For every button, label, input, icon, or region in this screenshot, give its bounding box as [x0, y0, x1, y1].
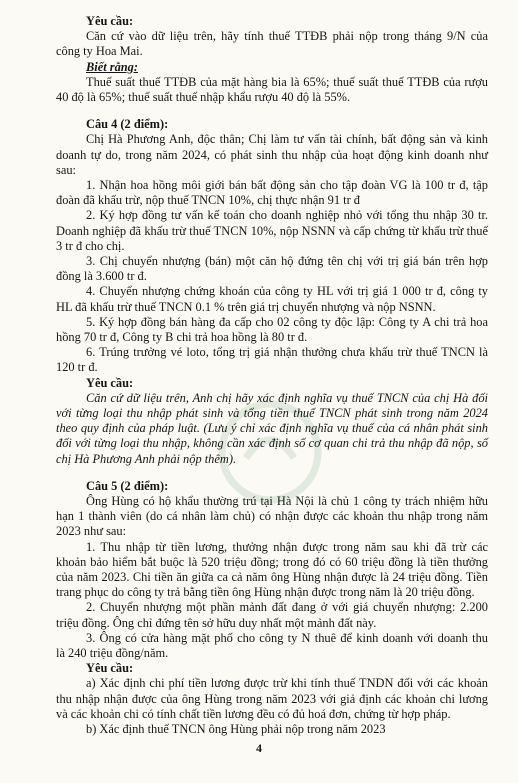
- text-line: là 240 triệu đồng/năm.: [56, 646, 169, 660]
- text-line: và các khoản chi có tính chất tiền lương đều có đủ hoá đơn, chứng từ hợp pháp.: [56, 706, 451, 721]
- heading-yeu-cau-3: Yêu cầu:: [86, 661, 134, 676]
- text-line: theo quy định của pháp luật. (Lưu ý chỉ xác định nghĩa vụ thuế của cá nhân phát sinh: [56, 421, 488, 436]
- text-line: HL đã khấu trừ thuế TNCN 0.1 % trên giá trị chuyển nhượng và nộp NSNN.: [56, 299, 436, 314]
- text-line: 2023 như sau:: [56, 524, 127, 539]
- text-line: Căn cứ vào dữ liệu trên, hãy tính thuế TTĐB phải nộp trong tháng 9/N của: [86, 29, 488, 44]
- text-line: hồng 70 tr đ, Công ty B chi trả hoa hồng là 80 tr đ.: [56, 330, 308, 344]
- text-line: sau:: [56, 162, 76, 177]
- heading-yeu-cau-1: Yêu cầu:: [86, 14, 134, 28]
- heading-cau-5: Câu 5 (2 điểm):: [86, 478, 169, 493]
- text-line: thu nhập nhận được của ông Hùng trong năm 2023 với giả định các khoản chi lương: [56, 691, 488, 706]
- text-line: doanh tự do, trong năm 2024, có phát sinh thu nhập của hoạt động kinh doanh như: [56, 147, 488, 162]
- text-line: trang phục do công ty trả bằng tiền ông Hùng nhận được trong năm là 20 triệu đồng.: [56, 585, 475, 600]
- text-line: Thuế suất thuế TTĐB của mặt hàng bia là 65%; thuế suất thuế TTĐB của rượu: [86, 74, 488, 89]
- text-line: 3. Ông có cửa hàng mặt phố cho công ty N thuê để kinh doanh với doanh thu: [86, 630, 488, 645]
- text-line: 6. Trúng trưởng vé loto, tổng trị giá nhận thưởng chưa khấu trừ thuế TNCN là: [86, 345, 488, 360]
- text-line: 2. Ký hợp đồng tư vấn kế toán cho doanh nghiệp nhỏ với tổng thu nhập 30 tr.: [86, 208, 488, 223]
- text-line: chị Hà Phương Anh phải nộp thêm).: [56, 451, 237, 466]
- text-line: 5. Ký hợp đồng bán hàng đa cấp cho 02 công ty độc lập: Công ty A chi trả hoa: [86, 314, 488, 329]
- text-line: 120 tr đ.: [56, 360, 98, 375]
- text-line: đoàn đã khấu trừ, nộp thuế TNCN 10%, chị thực nhận 91 tr đ: [56, 193, 360, 208]
- text-line: 3 tr đ cho chị.: [56, 238, 125, 253]
- heading-cau-4: Câu 4 (2 điểm):: [86, 117, 169, 132]
- text-line: đồng là 3.600 tr đ.: [56, 269, 147, 284]
- text-line: b) Xác định thuế TNCN ông Hùng phải nộp trong năm 2023: [86, 722, 386, 736]
- text-line: 1. Thu nhập từ tiền lương, thưởng nhận được trong năm sau khi đã trừ các: [86, 539, 488, 554]
- text-line: công ty Hoa Mai.: [56, 44, 143, 59]
- text-line: 4. Chuyển nhượng chứng khoán của công ty HL với trị giá 1 000 tr đ, công ty: [86, 284, 488, 299]
- heading-yeu-cau-2: Yêu cầu:: [86, 375, 134, 390]
- text-line: hạn 1 thành viên (do cá nhân làm chủ) có nhận được các khoản thu nhập trong năm: [56, 509, 488, 524]
- text-line: Chị Hà Phương Anh, độc thân; Chị làm tư vấn tài chính, bất động sản và kinh: [86, 132, 488, 147]
- page-number: 4: [256, 741, 262, 756]
- text-line: Căn cứ dữ liệu trên, Anh chị hãy xác định nghĩa vụ thuế TNCN của chị Hà đối: [86, 390, 488, 405]
- text-line: Ông Hùng có hộ khẩu thường trú tại Hà Nội là chủ 1 công ty trách nhiệm hữu: [86, 494, 488, 508]
- text-line: Doanh nghiệp đã khấu trừ thuế TNCN 10%, nộp NSNN và cấp chứng từ khấu trừ thuế: [56, 223, 488, 238]
- text-line: đối với từng loại thu nhập, không cần xác định số cơ quan chi trả thu nhập đã nộp, số: [56, 436, 488, 451]
- text-line: 1. Nhận hoa hồng môi giới bán bất động sản cho tập đoàn VG là 100 tr đ, tập: [86, 178, 488, 192]
- text-line: a) Xác định chi phí tiền lương được trừ khi tính thuế TNDN đối với các khoản: [86, 676, 488, 691]
- text-line: 40 độ là 65%; thuế suất thuế nhập khẩu rượu 40 độ là 55%.: [56, 90, 351, 104]
- text-line: với từng loại thu nhập phát sinh và tổng tiền thuế TNCN phát sinh trong năm 2024: [56, 406, 488, 420]
- heading-biet-rang: Biết rằng:: [86, 59, 138, 74]
- text-line: của năm 2023. Chi tiền ăn giữa ca cả năm ông Hùng nhận được là 24 triệu đồng. Tiền: [56, 570, 488, 584]
- text-line: khoản bảo hiểm bắt buộc là 520 triệu đồng; trong đó có 60 triệu đồng là tiền thưởng: [56, 554, 488, 569]
- text-line: triệu đồng. Ông chỉ đứng tên sở hữu duy nhất một mảnh đất này.: [56, 615, 377, 630]
- text-line: 3. Chị chuyển nhượng (bán) một căn hộ đứng tên chị với trị giá bán trên hợp: [86, 254, 488, 268]
- text-line: 2. Chuyển nhượng một phần mảnh đất đang ở với giá chuyển nhượng: 2.200: [86, 600, 488, 615]
